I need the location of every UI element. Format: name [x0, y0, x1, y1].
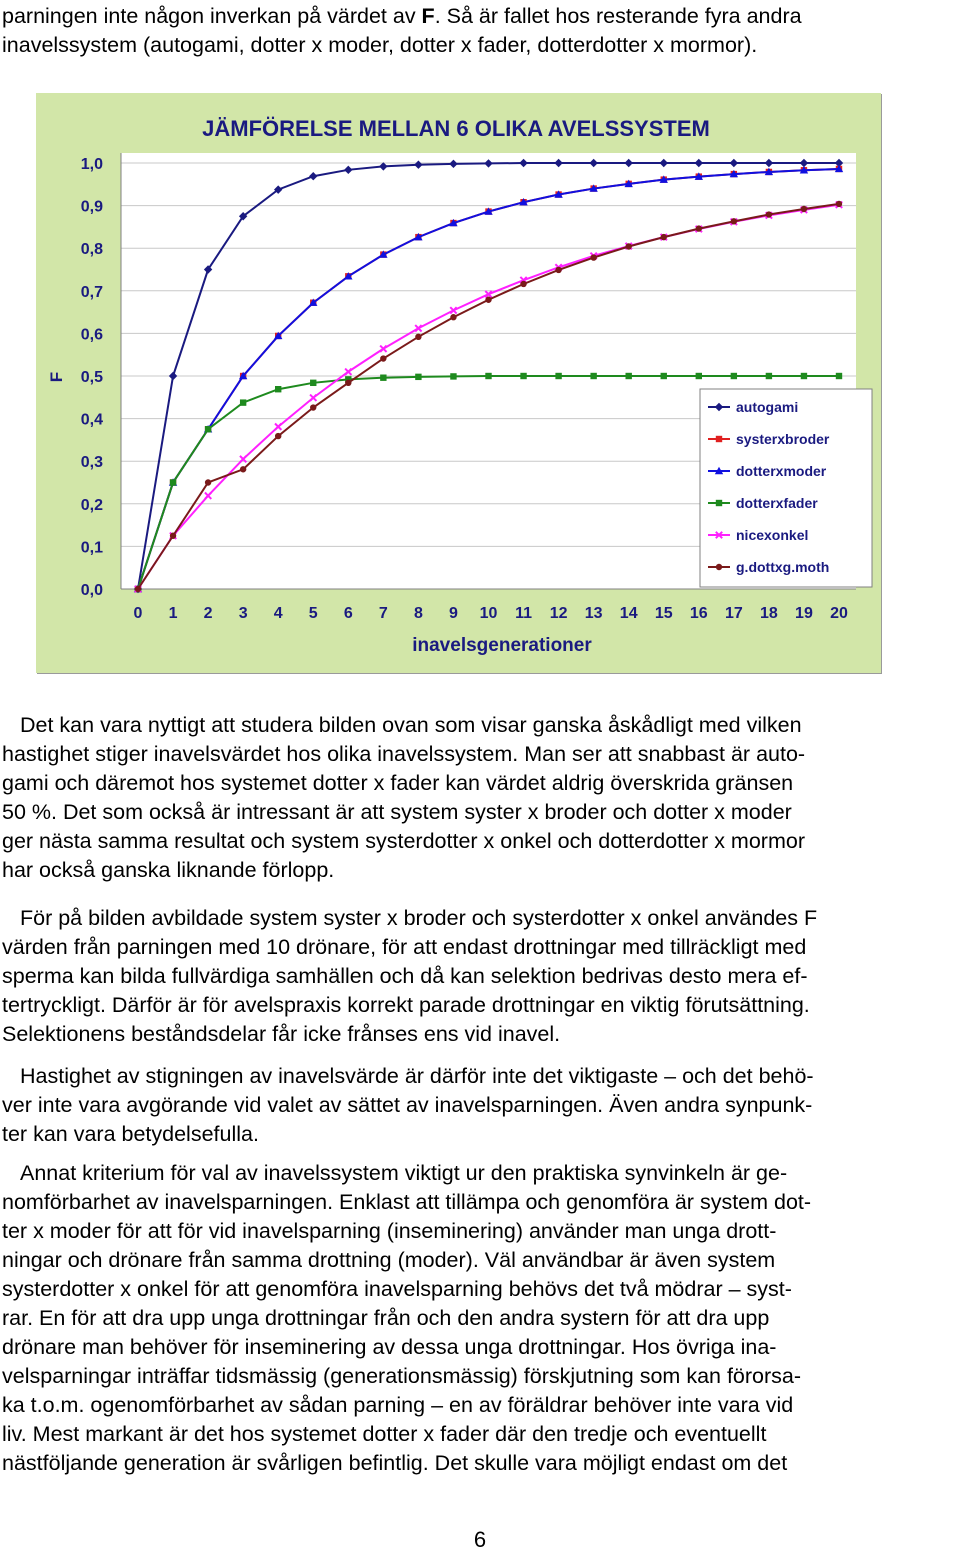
point-marker — [450, 373, 456, 379]
y-tick-label: 0,7 — [80, 283, 103, 301]
point-marker — [205, 479, 211, 485]
legend-label: autogami — [736, 399, 799, 415]
text-line: värden från parningen med 10 drönare, för att endast drottningar med tillräckligt med — [2, 935, 807, 959]
x-tick-label: 11 — [515, 605, 533, 622]
point-marker — [310, 404, 316, 410]
point-marker — [170, 533, 176, 539]
y-tick-label: 0,0 — [80, 582, 103, 599]
point-marker — [380, 375, 386, 381]
point-marker — [275, 386, 281, 392]
y-tick-label: 0,6 — [80, 326, 103, 344]
point-marker — [696, 225, 702, 231]
point-marker — [801, 206, 807, 212]
legend-box — [700, 389, 872, 587]
x-tick-label: 13 — [584, 605, 603, 622]
point-marker — [555, 373, 561, 379]
point-marker — [345, 380, 351, 386]
point-marker — [205, 426, 211, 432]
intro-line-2: inavelssystem (autogami, dotter x moder, dotter x fader, dotterdotter x mormor). — [2, 33, 758, 57]
chart-figure — [36, 93, 881, 673]
text-line: rar. En för att dra upp unga drottningar från och den andra systern för att dra upp — [2, 1306, 770, 1330]
x-tick-label: 16 — [689, 605, 708, 622]
x-tick-label: 7 — [378, 605, 388, 622]
point-marker — [415, 374, 421, 380]
x-tick-label: 4 — [273, 605, 283, 622]
x-tick-label: 18 — [760, 605, 778, 622]
text-line: ter x moder för att för vid inavelsparning (inseminering) använder man unga drott- — [2, 1219, 777, 1243]
point-marker — [731, 218, 737, 224]
x-tick-label: 14 — [619, 605, 638, 622]
legend-label: systerxbroder — [736, 431, 830, 447]
x-tick-label: 10 — [479, 605, 498, 622]
text-line: hastighet stiger inavelsvärdet hos olika inavelssystem. Man ser att snabbast är auto- — [2, 742, 806, 766]
text-line: gami och däremot hos systemet dotter x fader kan värdet aldrig överskrida gränsen — [2, 771, 794, 795]
x-tick-label: 9 — [448, 605, 458, 622]
y-tick-label: 0,3 — [80, 454, 103, 472]
text-line: ter kan vara betydelsefulla. — [2, 1122, 259, 1146]
point-marker — [716, 436, 722, 442]
point-marker — [801, 373, 807, 379]
point-marker — [170, 479, 176, 485]
y-tick-label: 0,5 — [80, 369, 103, 386]
point-marker — [661, 234, 667, 240]
point-marker — [520, 281, 526, 287]
text-line: Annat kriterium för val av inavelssystem viktigt ur den praktiska synvinkeln är ge- — [20, 1161, 788, 1185]
text-line: sperma kan bilda fullvärdiga samhällen och då kan selektion bedrivas desto mera ef- — [2, 964, 808, 988]
y-tick-label: 0,8 — [80, 241, 103, 259]
point-marker — [310, 380, 316, 386]
text-line: Selektionens beståndsdelar får icke frånses ens vid inavel. — [2, 1022, 561, 1046]
text-line: ningar och drönare från samma drottning (moder). Väl användbar är även system — [2, 1248, 776, 1272]
y-tick-label: 0,4 — [80, 411, 103, 429]
point-marker — [240, 399, 246, 405]
y-tick-label: 0,9 — [80, 198, 103, 216]
text-line: systerdotter x onkel för att genomföra inavelsparning behövs det två mödrar – syst- — [2, 1277, 792, 1301]
x-axis-label: inavelsgenerationer — [412, 635, 592, 656]
y-tick-label: 1,0 — [80, 156, 103, 173]
legend-label: g.dottxg.moth — [736, 559, 830, 575]
legend-label: dotterxmoder — [736, 463, 827, 479]
text-line: Hastighet av stigningen av inavelsvärde är därför inte det viktigaste – och det behö- — [20, 1064, 814, 1088]
intro-line-1-prefix: parningen inte någon inverkan på värdet av — [2, 4, 422, 28]
point-marker — [626, 243, 632, 249]
point-marker — [415, 334, 421, 340]
point-marker — [135, 586, 141, 592]
legend-label: dotterxfader — [736, 495, 818, 511]
y-axis-label: F — [47, 371, 66, 383]
x-tick-label: 0 — [133, 605, 143, 622]
y-tick-label: 0,2 — [80, 496, 103, 514]
x-tick-label: 15 — [654, 605, 673, 622]
x-tick-label: 3 — [238, 605, 248, 622]
text-line: Det kan vara nyttigt att studera bilden ovan som visar ganska åskådligt med vilken — [20, 713, 802, 737]
point-marker — [520, 373, 526, 379]
point-marker — [716, 500, 722, 506]
text-line: liv. Mest markant är det hos systemet dotter x fader där den tredje och eventuellt — [2, 1422, 767, 1446]
point-marker — [626, 373, 632, 379]
legend-label: nicexonkel — [736, 527, 809, 543]
text-line: velsparningar inträffar tidsmässig (generationsmässig) förskjutning som kan förorsa- — [2, 1364, 802, 1388]
point-marker — [696, 373, 702, 379]
point-marker — [731, 373, 737, 379]
point-marker — [716, 564, 722, 570]
point-marker — [590, 373, 596, 379]
point-marker — [450, 314, 456, 320]
text-line: För på bilden avbildade system syster x broder och systerdotter x onkel användes F — [20, 906, 818, 930]
point-marker — [836, 373, 842, 379]
point-marker — [555, 267, 561, 273]
text-line: tertryckligt. Därför är för avelspraxis korrekt parade drottningar en viktig förutsättning. — [2, 993, 810, 1017]
line-chart — [36, 93, 881, 673]
intro-line-1-bold: F — [421, 4, 435, 28]
intro-line-1-suffix: . Så är fallet hos resterande fyra andra — [434, 4, 802, 28]
text-line: nästföljande generation är svårligen befintlig. Det skulle vara möjligt endast om det — [2, 1451, 788, 1475]
x-tick-label: 8 — [413, 605, 423, 622]
intro-line-1 — [2, 2, 802, 31]
text-line: ver inte vara avgörande vid valet av sättet av inavelsparningen. Även andra synpunk- — [2, 1093, 813, 1117]
point-marker — [836, 201, 842, 207]
point-marker — [766, 373, 772, 379]
text-line: ka t.o.m. ogenomförbarhet av sådan parning – en av föräldrar behöver inte vara vid — [2, 1393, 794, 1417]
point-marker — [661, 373, 667, 379]
x-tick-label: 20 — [830, 605, 848, 622]
text-line: ger nästa samma resultat och system systerdotter x onkel och dotterdotter x mormor — [2, 829, 805, 853]
y-tick-label: 0,1 — [80, 539, 103, 557]
point-marker — [590, 254, 596, 260]
text-line: nomförbarhet av inavelsparningen. Enklast att tillämpa och genomföra är system dot- — [2, 1190, 812, 1214]
x-tick-label: 17 — [724, 605, 743, 622]
x-tick-label: 6 — [343, 605, 353, 622]
text-line: 50 %. Det som också är intressant är att system syster x broder och dotter x moder — [2, 800, 792, 824]
x-tick-label: 2 — [203, 605, 213, 622]
text-line: har också ganska liknande förlopp. — [2, 858, 335, 882]
x-tick-label: 19 — [795, 605, 813, 622]
point-marker — [240, 466, 246, 472]
point-marker — [485, 297, 491, 303]
page-number: 6 — [473, 1527, 487, 1552]
text-line: drönare man behöver för inseminering av dessa unga drottningar. Hos övriga ina- — [2, 1335, 777, 1359]
point-marker — [275, 433, 281, 439]
point-marker — [485, 373, 491, 379]
x-tick-label: 5 — [308, 605, 318, 622]
x-tick-label: 1 — [168, 605, 178, 622]
x-tick-label: 12 — [549, 605, 568, 622]
chart-title: JÄMFÖRELSE MELLAN 6 OLIKA AVELSSYSTEM — [202, 116, 710, 141]
point-marker — [766, 211, 772, 217]
point-marker — [380, 355, 386, 361]
